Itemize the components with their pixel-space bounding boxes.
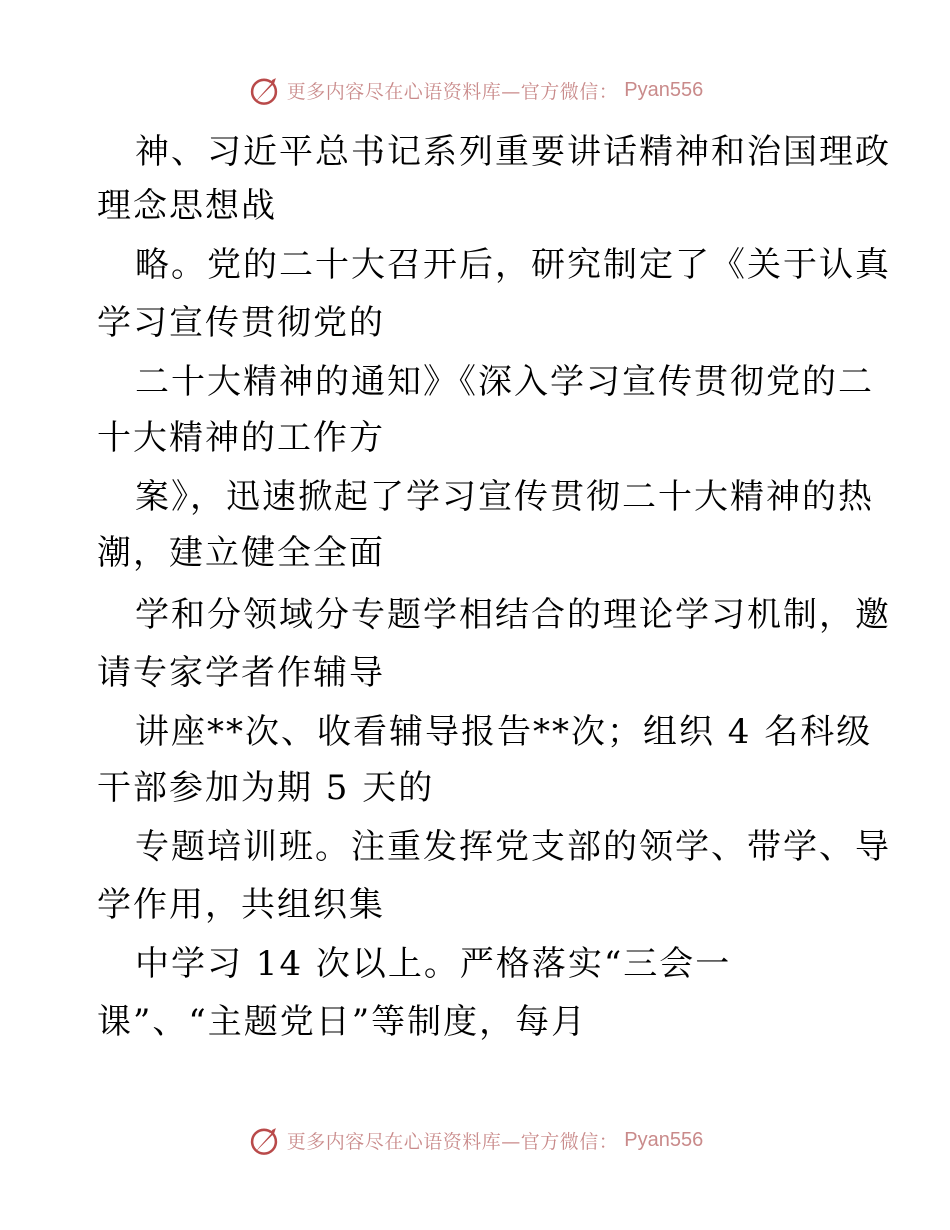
header-watermark: [0, 70, 950, 110]
text-line: 案》，迅速掀起了学习宣传贯彻二十大精神的热: [135, 477, 874, 517]
text-line: 课”、“主题党日”等制度，每月: [97, 1002, 588, 1042]
text-line: 神、习近平总书记系列重要讲话精神和治国理政: [135, 132, 891, 172]
text-line: 二十大精神的通知》《深入学习宣传贯彻党的二: [135, 362, 874, 402]
text-line: 潮，建立健全全面: [97, 533, 385, 573]
text-line: 学和分领域分专题学相结合的理论学习机制，邀: [135, 595, 891, 635]
text-line: 学习宣传贯彻党的: [97, 303, 385, 343]
text-line: 十大精神的工作方: [97, 418, 385, 458]
watermark-wechat-id: Pyan556: [624, 78, 704, 101]
text-line: 理念思想战: [97, 186, 277, 226]
watermark-text: 更多内容尽在心语资料库—官方微信：: [286, 80, 619, 103]
text-line: 专题培训班。注重发挥党支部的领学、带学、导: [135, 827, 891, 867]
text-line: 讲座**次、收看辅导报告**次；组织 4 名科级: [135, 712, 873, 752]
text-line: 干部参加为期 5 天的: [97, 768, 435, 808]
text-line: 请专家学者作辅导: [97, 653, 385, 693]
text-line: 学作用，共组织集: [97, 885, 385, 925]
watermark-wechat-id: Pyan556: [624, 1128, 704, 1151]
feather-pen-logo-icon: [247, 73, 281, 107]
text-line: 中学习 14 次以上。严格落实“三会一: [135, 944, 732, 984]
footer-watermark: [0, 1120, 950, 1160]
watermark-text: 更多内容尽在心语资料库—官方微信：: [286, 1130, 619, 1153]
text-line: 略。党的二十大召开后，研究制定了《关于认真: [135, 245, 891, 285]
feather-pen-logo-icon: [247, 1123, 281, 1157]
